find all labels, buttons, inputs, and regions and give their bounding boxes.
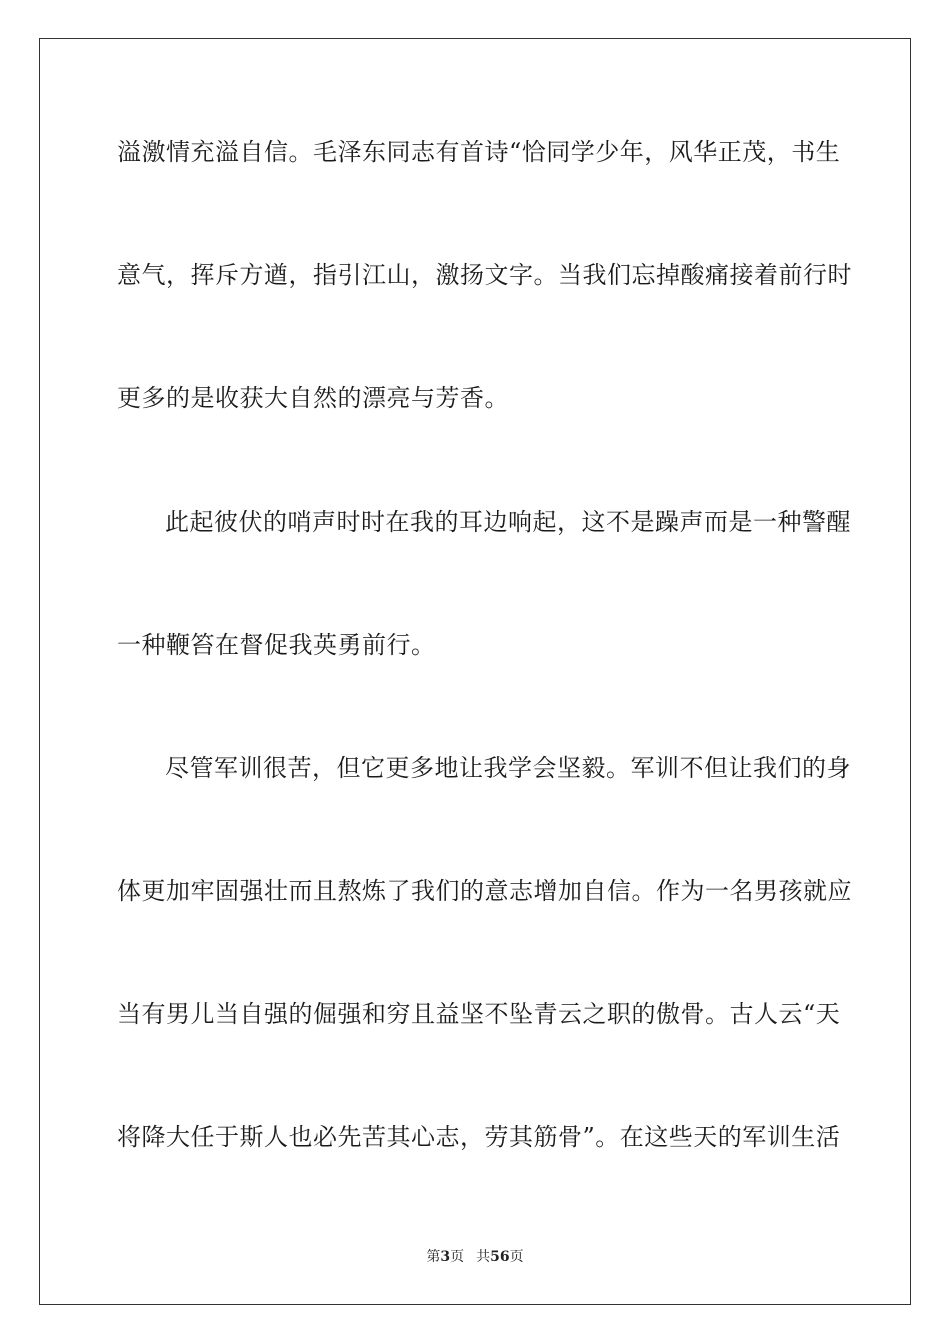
text-line: 将降大任于斯人也必先苦其心志，劳其筋骨”。在这些天的军训生活 xyxy=(117,1123,841,1151)
page-footer xyxy=(0,1248,950,1266)
page-number: 3 xyxy=(440,1249,451,1265)
text-line: 尽管军训很苦，但它更多地让我学会坚毅。军训不但让我们的身 xyxy=(165,754,851,782)
text-line: 溢激情充溢自信。毛泽东同志有首诗“恰同学少年，风华正茂，书生 xyxy=(117,138,841,166)
text-line: 此起彼伏的哨声时时在我的耳边响起，这不是躁声而是一种警醒 xyxy=(165,508,851,536)
page-border xyxy=(39,38,911,1305)
page-prefix: 第 xyxy=(426,1249,441,1265)
text-line: 更多的是收获大自然的漂亮与芳香。 xyxy=(117,384,509,412)
text-line: 一种鞭笞在督促我英勇前行。 xyxy=(117,631,436,659)
total-pages: 56 xyxy=(490,1249,510,1265)
page-suffix: 页 xyxy=(450,1249,465,1265)
text-line: 意气，挥斥方遒，指引江山，激扬文字。当我们忘掉酸痛接着前行时 xyxy=(117,261,852,289)
total-suffix: 页 xyxy=(509,1249,524,1265)
total-prefix: 共 xyxy=(476,1249,491,1265)
text-line: 体更加牢固强壮而且熬炼了我们的意志增加自信。作为一名男孩就应 xyxy=(117,877,852,905)
text-line: 当有男儿当自强的倔强和穷且益坚不坠青云之职的傲骨。古人云“天 xyxy=(117,1000,841,1028)
